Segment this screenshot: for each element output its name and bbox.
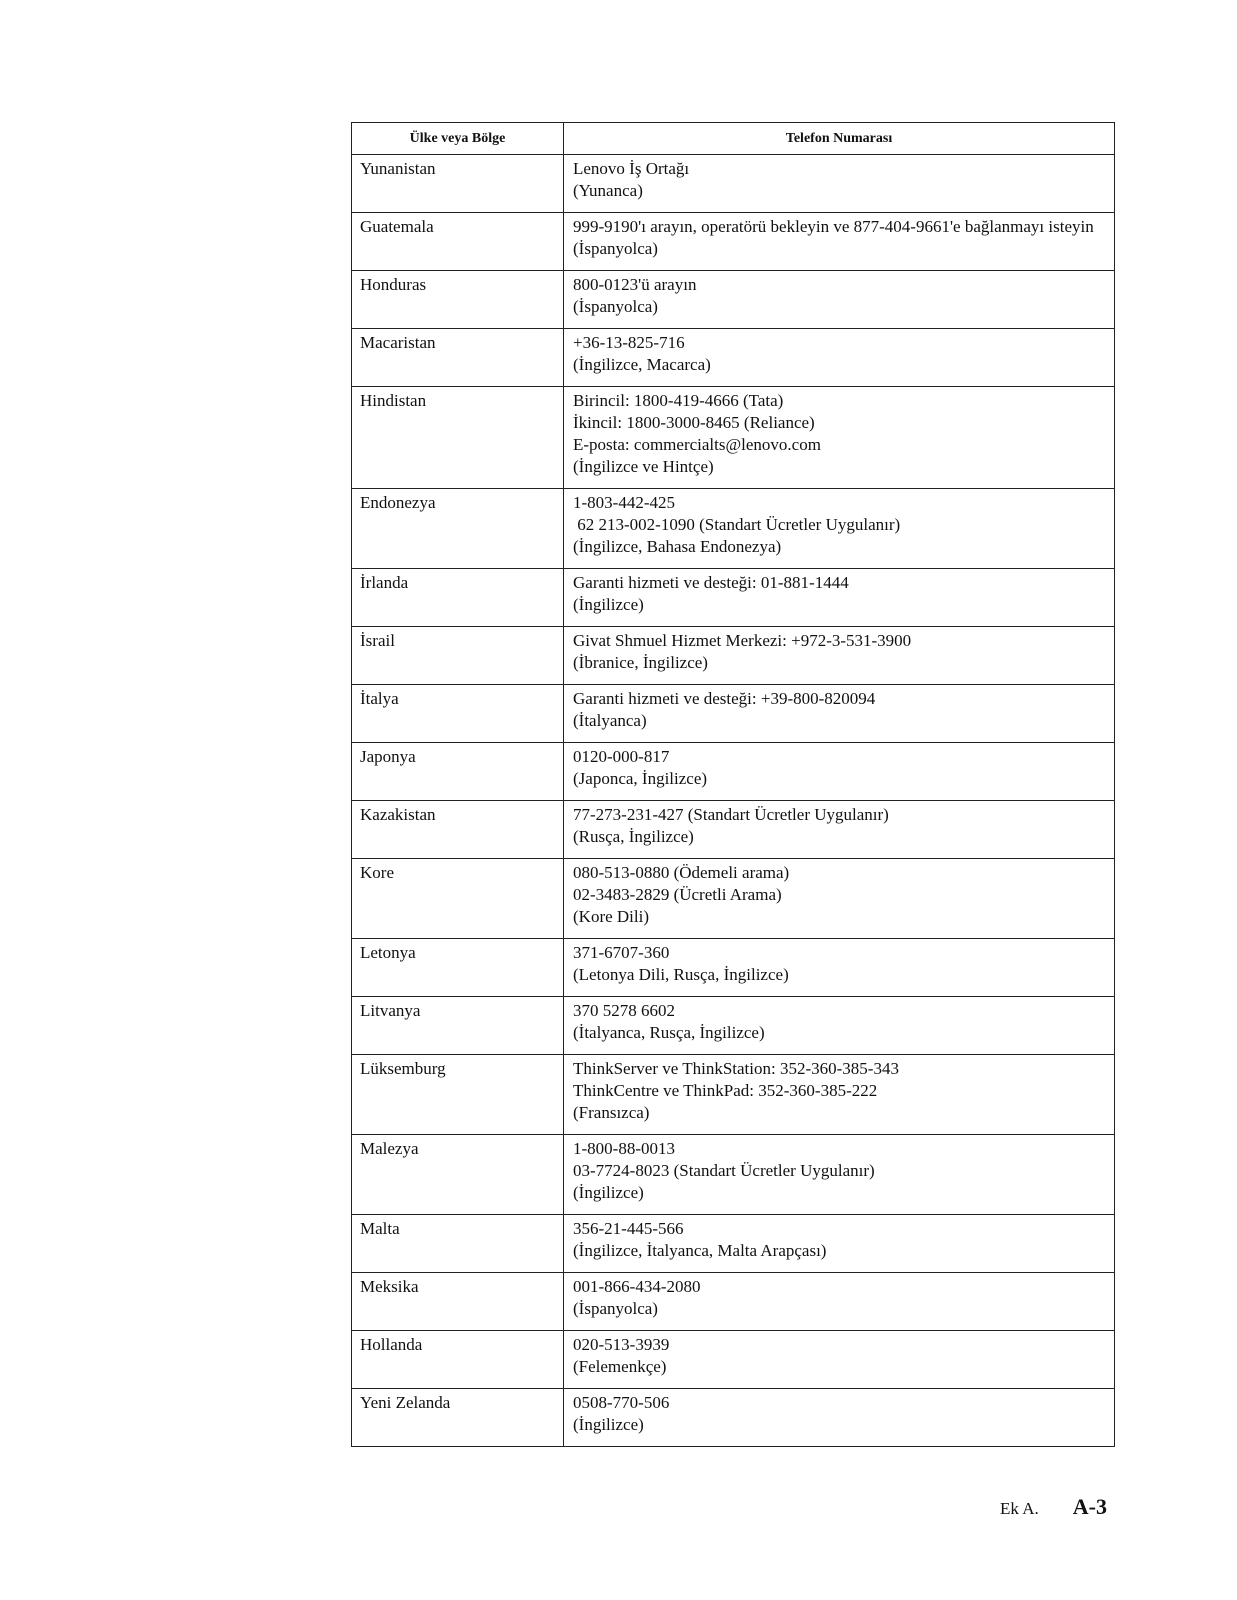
phone-cell xyxy=(564,1215,1115,1273)
phone-line: (Letonya Dili, Rusça, İngilizce) xyxy=(573,965,789,984)
phone-line: 356-21-445-566 xyxy=(573,1219,684,1238)
phone-line: (İspanyolca) xyxy=(573,239,658,258)
table-row xyxy=(352,155,1115,213)
country-cell: Yunanistan xyxy=(352,155,564,213)
phone-line: (Kore Dili) xyxy=(573,907,650,926)
phone-line: (İngilizce ve Hintçe) xyxy=(573,457,714,476)
table-row xyxy=(352,1055,1115,1135)
phone-cell xyxy=(564,859,1115,939)
phone-cell xyxy=(564,685,1115,743)
phone-line: 03-7724-8023 (Standart Ücretler Uygulanır) xyxy=(573,1161,875,1180)
footer-section-label: Ek A. xyxy=(1000,1499,1039,1518)
phone-line: (Japonca, İngilizce) xyxy=(573,769,708,788)
phone-cell xyxy=(564,1055,1115,1135)
phone-line: İkincil: 1800-3000-8465 (Reliance) xyxy=(573,413,815,432)
phone-line: 370 5278 6602 xyxy=(573,1001,675,1020)
table-row xyxy=(352,997,1115,1055)
phone-line: (İtalyanca, Rusça, İngilizce) xyxy=(573,1023,765,1042)
country-cell: Macaristan xyxy=(352,329,564,387)
table-row xyxy=(352,801,1115,859)
country-cell: Litvanya xyxy=(352,997,564,1055)
phone-line: (İspanyolca) xyxy=(573,297,658,316)
phone-line: Birincil: 1800-419-4666 (Tata) xyxy=(573,391,784,410)
phone-line: 1-803-442-425 xyxy=(573,493,675,512)
table-row xyxy=(352,743,1115,801)
country-cell: Lüksemburg xyxy=(352,1055,564,1135)
phone-cell xyxy=(564,1389,1115,1447)
country-cell: Guatemala xyxy=(352,213,564,271)
phone-cell xyxy=(564,271,1115,329)
phone-cell xyxy=(564,1135,1115,1215)
country-cell: Hollanda xyxy=(352,1331,564,1389)
phone-cell xyxy=(564,1331,1115,1389)
table-row xyxy=(352,329,1115,387)
phone-line: ThinkServer ve ThinkStation: 352-360-385-343 xyxy=(573,1059,899,1078)
country-cell: İrlanda xyxy=(352,569,564,627)
phone-line: (Fransızca) xyxy=(573,1103,650,1122)
phone-line: +36-13-825-716 xyxy=(573,333,685,352)
table-row xyxy=(352,1135,1115,1215)
phone-line: (İngilizce, Macarca) xyxy=(573,355,711,374)
country-cell: İtalya xyxy=(352,685,564,743)
phone-cell xyxy=(564,1273,1115,1331)
table-row xyxy=(352,271,1115,329)
phone-line: 0120-000-817 xyxy=(573,747,670,766)
table-header-row xyxy=(352,123,1115,155)
column-header-country: Ülke veya Bölge xyxy=(352,123,564,155)
table-row xyxy=(352,1215,1115,1273)
phone-line: E-posta: commercialts@lenovo.com xyxy=(573,435,821,454)
phone-line: ThinkCentre ve ThinkPad: 352-360-385-222 xyxy=(573,1081,878,1100)
phone-line: (Yunanca) xyxy=(573,181,643,200)
phone-line: (İngilizce, Bahasa Endonezya) xyxy=(573,537,782,556)
phone-line: Givat Shmuel Hizmet Merkezi: +972-3-531-3900 xyxy=(573,631,912,650)
phone-cell xyxy=(564,569,1115,627)
phone-line: 77-273-231-427 (Standart Ücretler Uygulanır) xyxy=(573,805,889,824)
table-row xyxy=(352,1273,1115,1331)
table-row xyxy=(352,489,1115,569)
phone-line: 0508-770-506 xyxy=(573,1393,670,1412)
table-row xyxy=(352,685,1115,743)
table-body xyxy=(352,155,1115,1447)
country-cell: Japonya xyxy=(352,743,564,801)
phone-cell xyxy=(564,155,1115,213)
page-footer xyxy=(1000,1494,1107,1520)
phone-cell xyxy=(564,743,1115,801)
phone-line: 62 213-002-1090 (Standart Ücretler Uygulanır) xyxy=(573,515,901,534)
phone-line: (İbranice, İngilizce) xyxy=(573,653,708,672)
phone-cell xyxy=(564,213,1115,271)
country-cell: Kore xyxy=(352,859,564,939)
phone-line: 800-0123'ü arayın xyxy=(573,275,697,294)
phone-line: (Rusça, İngilizce) xyxy=(573,827,694,846)
phone-cell xyxy=(564,387,1115,489)
phone-cell xyxy=(564,329,1115,387)
phone-line: 999-9190'ı arayın, operatörü bekleyin ve 877-404-9661'e bağlanmayı isteyin xyxy=(573,217,1094,236)
phone-line: 001-866-434-2080 xyxy=(573,1277,701,1296)
phone-line: (Felemenkçe) xyxy=(573,1357,667,1376)
country-cell: Yeni Zelanda xyxy=(352,1389,564,1447)
table-row xyxy=(352,569,1115,627)
phone-line: (İngilizce, İtalyanca, Malta Arapçası) xyxy=(573,1241,827,1260)
phone-cell xyxy=(564,627,1115,685)
table-row xyxy=(352,1389,1115,1447)
country-cell: Letonya xyxy=(352,939,564,997)
country-cell: Kazakistan xyxy=(352,801,564,859)
country-cell: Malezya xyxy=(352,1135,564,1215)
phone-line: 02-3483-2829 (Ücretli Arama) xyxy=(573,885,782,904)
phone-line: (İngilizce) xyxy=(573,1415,644,1434)
country-cell: İsrail xyxy=(352,627,564,685)
phone-line: 1-800-88-0013 xyxy=(573,1139,675,1158)
phone-line: Garanti hizmeti ve desteği: 01-881-1444 xyxy=(573,573,849,592)
phone-line: Garanti hizmeti ve desteği: +39-800-820094 xyxy=(573,689,876,708)
country-cell: Honduras xyxy=(352,271,564,329)
phone-cell xyxy=(564,489,1115,569)
phone-line: (İtalyanca) xyxy=(573,711,647,730)
country-cell: Meksika xyxy=(352,1273,564,1331)
contact-table xyxy=(351,122,1115,1447)
phone-line: Lenovo İş Ortağı xyxy=(573,159,690,178)
table-row xyxy=(352,1331,1115,1389)
phone-line: (İngilizce) xyxy=(573,1183,644,1202)
phone-cell xyxy=(564,801,1115,859)
table-row xyxy=(352,213,1115,271)
phone-line: 080-513-0880 (Ödemeli arama) xyxy=(573,863,790,882)
phone-line: (İspanyolca) xyxy=(573,1299,658,1318)
page-number: A-3 xyxy=(1072,1494,1107,1519)
country-cell: Endonezya xyxy=(352,489,564,569)
country-cell: Malta xyxy=(352,1215,564,1273)
phone-line: (İngilizce) xyxy=(573,595,644,614)
table-row xyxy=(352,859,1115,939)
column-header-phone: Telefon Numarası xyxy=(564,123,1115,155)
table-row xyxy=(352,939,1115,997)
table-row xyxy=(352,387,1115,489)
table-row xyxy=(352,627,1115,685)
phone-line: 020-513-3939 xyxy=(573,1335,670,1354)
phone-cell xyxy=(564,939,1115,997)
phone-cell xyxy=(564,997,1115,1055)
country-cell: Hindistan xyxy=(352,387,564,489)
phone-line: 371-6707-360 xyxy=(573,943,670,962)
